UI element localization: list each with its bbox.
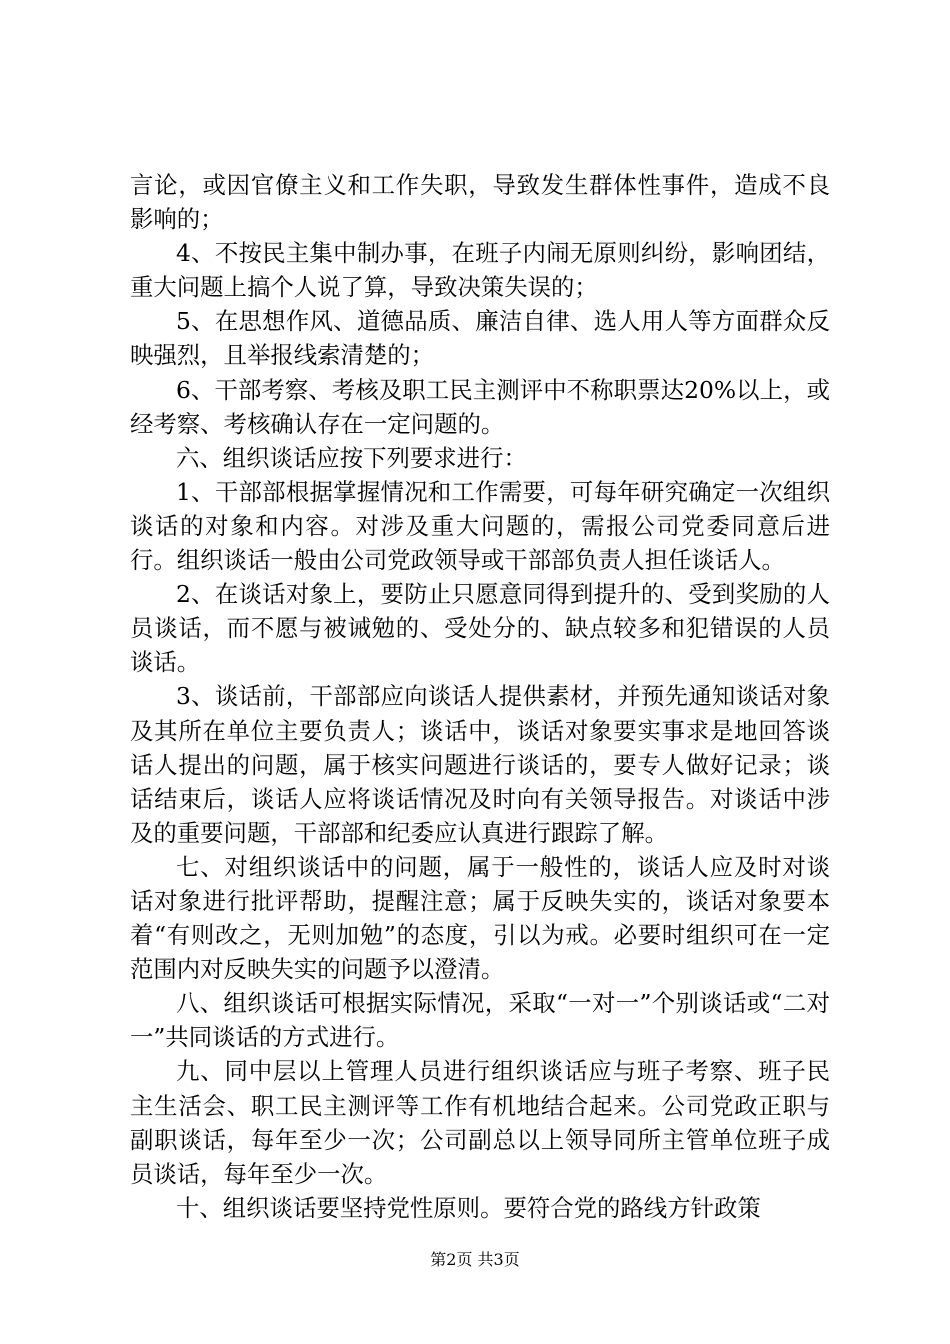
section-7: 七、对组织谈话中的问题，属于一般性的，谈话人应及时对谈话对象进行批评帮助，提醒注意；属于反映失实的，谈话对象要本着“有则改之，无则加勉”的态度，引以为戒。必要时组织可在一定范围内对反映失实的问题予以澄清。 bbox=[130, 852, 830, 984]
paragraph-item-4: 4、不按民主集中制办事，在班子内闹无原则纠纷，影响团结，重大问题上搞个人说了算，导致决策失误的； bbox=[130, 239, 830, 302]
paragraph-item-6: 6、干部考察、考核及职工民主测评中不称职票达20%以上，或经考察、考核确认存在一定问题的。 bbox=[130, 375, 830, 438]
section-heading-6: 六、组织谈话应按下列要求进行： bbox=[176, 443, 527, 472]
page-number-footer: 第2页 共3页 bbox=[430, 1250, 520, 1269]
section-10: 十、组织谈话要坚持党性原则。要符合党的路线方针政策 bbox=[176, 1193, 761, 1222]
paragraph-requirement-1: 1、干部部根据掌握情况和工作需要，可每年研究确定一次组织谈话的对象和内容。对涉及重大问题的，需报公司党委同意后进行。组织谈话一般由公司党政领导或干部部负责人担任谈话人。 bbox=[130, 477, 830, 575]
paragraph-item-5: 5、在思想作风、道德品质、廉洁自律、选人用人等方面群众反映强烈，且举报线索清楚的； bbox=[130, 307, 830, 370]
paragraph-requirement-2: 2、在谈话对象上，要防止只愿意同得到提升的、受到奖励的人员谈话，而不愿与被诫勉的、受处分的、缺点较多和犯错误的人员谈话。 bbox=[130, 580, 830, 677]
paragraph-continued: 言论，或因官僚主义和工作失职，导致发生群体性事件，造成不良影响的； bbox=[130, 171, 830, 234]
document-body bbox=[130, 168, 830, 1225]
section-9: 九、同中层以上管理人员进行组织谈话应与班子考察、班子民主生活会、职工民主测评等工作有机地结合起来。公司党政正职与副职谈话，每年至少一次；公司副总以上领导同所主管单位班子成员谈话，每年至少一次。 bbox=[130, 1057, 830, 1188]
paragraph-requirement-3: 3、谈话前，干部部应向谈话人提供素材，并预先通知谈话对象及其所在单位主要负责人；谈话中，谈话对象要实事求是地回答谈话人提出的问题，属于核实问题进行谈话的，要专人做好记录；谈话结束后，谈话人应将谈话情况及时向有关领导报告。对谈话中涉及的重要问题，干部部和纪委应认真进行跟踪了解。 bbox=[130, 682, 830, 847]
section-8: 八、组织谈话可根据实际情况，采取“一对一”个别谈话或“二对一”共同谈话的方式进行。 bbox=[130, 989, 830, 1052]
